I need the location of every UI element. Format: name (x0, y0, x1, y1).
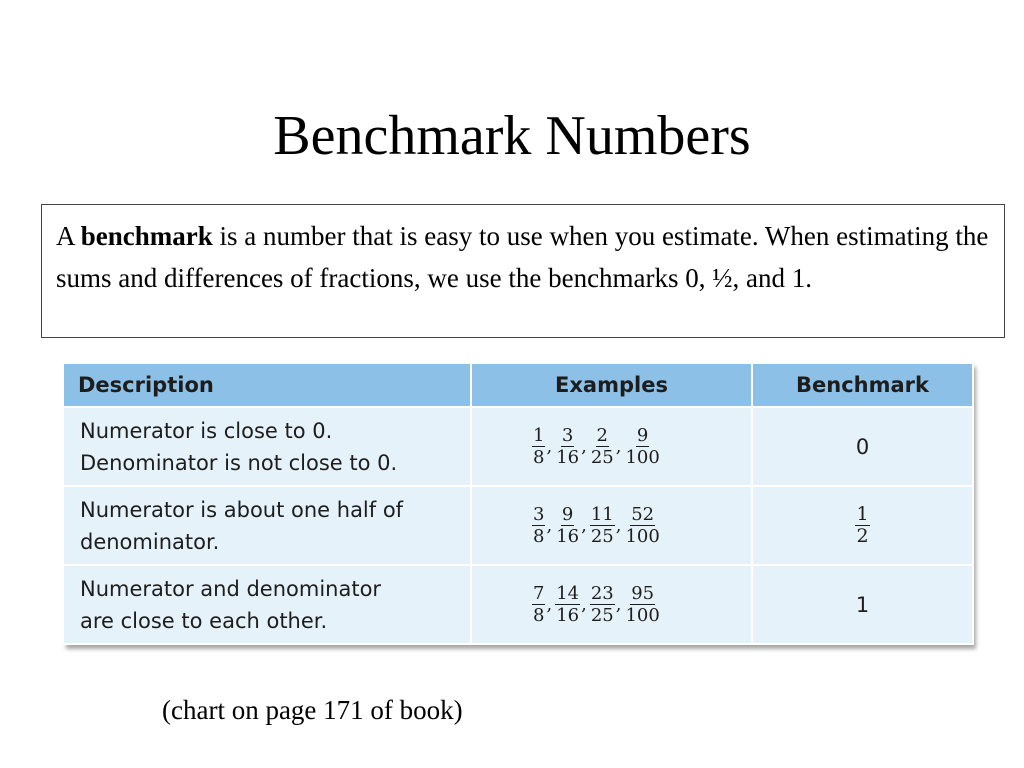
numerator: 3 (533, 504, 545, 525)
table-row (63, 486, 973, 565)
header-examples: Examples (471, 363, 752, 407)
description-cell (63, 407, 471, 486)
benchmark-table-frame (62, 362, 972, 644)
denominator: 8 (533, 447, 545, 468)
denominator: 100 (625, 447, 660, 468)
example-fraction (590, 584, 615, 625)
example-fraction (624, 505, 660, 546)
table-header-row (63, 363, 973, 407)
description-cell (63, 486, 471, 565)
table-row (63, 565, 973, 644)
examples-cell (471, 486, 752, 565)
benchmark-fraction (855, 505, 869, 546)
comma-separator: , (581, 594, 587, 615)
denominator: 2 (856, 525, 869, 547)
numerator: 1 (533, 425, 545, 446)
comma-separator: , (581, 515, 587, 536)
slide-title: Benchmark Numbers (273, 105, 751, 167)
numerator: 7 (533, 583, 545, 604)
description-line: are close to each other. (80, 608, 328, 633)
example-fraction (590, 426, 615, 467)
numerator: 9 (636, 425, 649, 446)
denominator: 16 (556, 526, 580, 547)
numerator: 9 (561, 504, 574, 525)
source-caption: (chart on page 171 of book) (162, 695, 463, 725)
description-line: Denominator is not close to 0. (80, 450, 398, 475)
description-line: denominator. (80, 529, 220, 554)
example-fraction (532, 505, 545, 546)
comma-separator: , (615, 594, 622, 615)
description-line: Numerator is close to 0. (80, 418, 333, 443)
comma-separator: , (546, 436, 553, 457)
comma-separator: , (615, 515, 622, 536)
numerator: 14 (556, 583, 580, 604)
numerator: 11 (590, 504, 614, 525)
benchmark-value: 1 (855, 592, 870, 617)
example-fraction (624, 426, 660, 467)
denominator: 25 (590, 605, 614, 626)
benchmark-cell (752, 486, 973, 565)
denominator: 25 (590, 447, 614, 468)
header-benchmark: Benchmark (752, 363, 973, 407)
comma-separator: , (581, 436, 587, 457)
example-fraction (590, 505, 615, 546)
comma-separator: , (615, 436, 622, 457)
examples-cell (471, 565, 752, 644)
definition-term: benchmark (80, 221, 213, 251)
benchmark-cell (752, 407, 973, 486)
numerator: 2 (596, 425, 608, 446)
benchmark-value: 0 (855, 434, 870, 459)
example-fraction (624, 584, 660, 625)
denominator: 8 (533, 526, 545, 547)
definition-intro: A (56, 221, 81, 251)
denominator: 25 (590, 526, 614, 547)
denominator: 8 (533, 605, 545, 626)
benchmark-table (62, 362, 974, 645)
comma-separator: , (546, 515, 553, 536)
description-line: Numerator and denominator (80, 576, 382, 601)
description-cell (63, 565, 471, 644)
table-row (63, 407, 973, 486)
examples-cell (471, 407, 752, 486)
denominator: 100 (625, 605, 660, 626)
example-fraction (555, 426, 580, 467)
definition-text: is a number that is easy to use when you estimate. When estimating the sums and differences of fractions, we use the benchmarks 0, ½, and 1. (56, 221, 989, 293)
example-fraction (555, 505, 580, 546)
numerator: 52 (631, 504, 655, 525)
numerator: 3 (561, 425, 574, 446)
numerator: 23 (590, 583, 614, 604)
benchmark-cell (752, 565, 973, 644)
denominator: 16 (556, 447, 580, 468)
example-fraction (532, 584, 545, 625)
denominator: 100 (625, 526, 660, 547)
definition-box (41, 204, 1005, 338)
description-line: Numerator is about one half of (80, 497, 404, 522)
header-description: Description (63, 363, 471, 407)
example-fraction (555, 584, 580, 625)
denominator: 16 (556, 605, 580, 626)
comma-separator: , (546, 594, 553, 615)
numerator: 1 (856, 503, 869, 525)
example-fraction (532, 426, 545, 467)
numerator: 95 (631, 583, 655, 604)
